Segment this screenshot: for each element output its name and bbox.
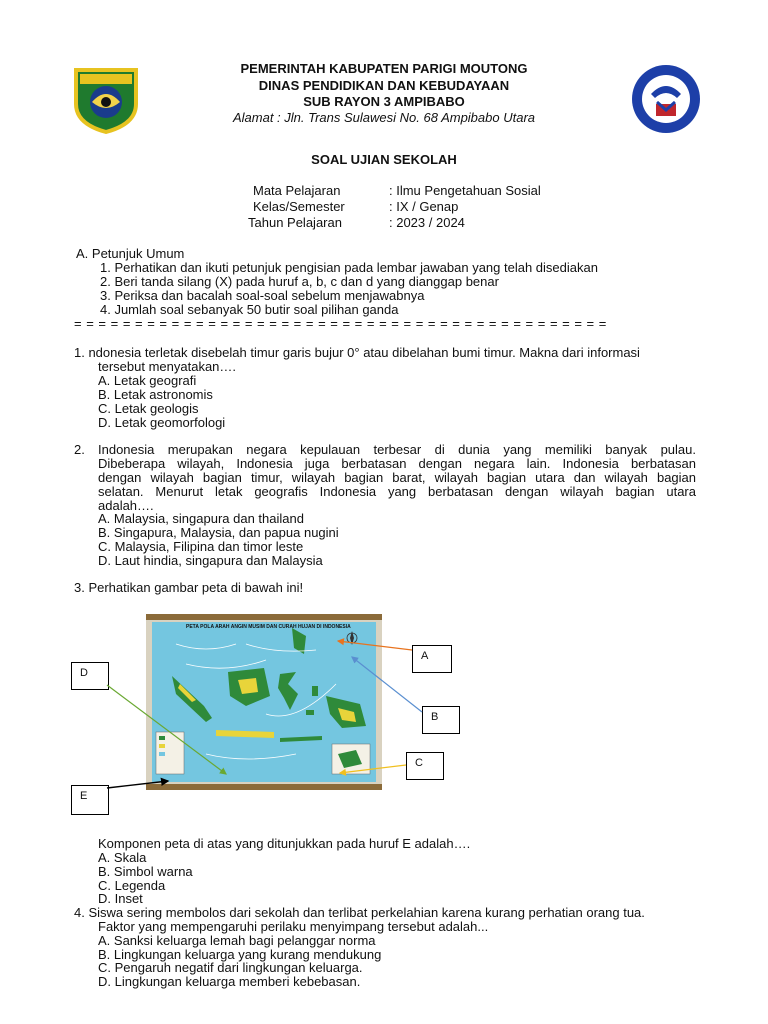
q1-option-d[interactable]: D. Letak geomorfologi	[98, 415, 226, 430]
q2-option-b[interactable]: B. Singapura, Malaysia, dan papua nugini	[98, 525, 339, 540]
q3-option-d[interactable]: D. Inset	[98, 891, 143, 906]
q2-text: adalah….	[98, 498, 154, 513]
info-label-subject: Mata Pelajaran	[253, 183, 341, 198]
q3-option-a[interactable]: A. Skala	[98, 850, 147, 865]
q2-text: Indonesia merupakan negara kepulauan terbesar di dunia yang memiliki banyak pulau.	[98, 442, 696, 457]
info-value-year: : 2023 / 2024	[389, 215, 465, 230]
q2-text: dengan wilayah bagian timur, wilayah bagian barat, wilayah bagian utara dan wilayah bagian	[98, 470, 696, 485]
q4-text: 4. Siswa sering membolos dari sekolah dan terlibat perkelahian karena kurang perhatian orang tua.	[74, 905, 645, 920]
info-value-subject: : Ilmu Pengetahuan Sosial	[389, 183, 541, 198]
q4-option-b[interactable]: B. Lingkungan keluarga yang kurang mendukung	[98, 947, 382, 962]
q2-text: selatan. Menurut letak geografis Indonesia yang berbatasan dengan wilayah bagian utara	[98, 484, 696, 499]
q2-option-c[interactable]: C. Malaysia, Filipina dan timor leste	[98, 539, 304, 554]
label-box-a: A	[412, 645, 452, 673]
header-department: DINAS PENDIDIKAN DAN KEBUDAYAAN	[258, 78, 510, 93]
q3-option-c[interactable]: C. Legenda	[98, 878, 166, 893]
instruction-item: 2. Beri tanda silang (X) pada huruf a, b, c dan d yang dianggap benar	[100, 274, 499, 289]
q4-option-c[interactable]: C. Pengaruh negatif dari lingkungan keluarga.	[98, 960, 363, 975]
q2-option-d[interactable]: D. Laut hindia, singapura dan Malaysia	[98, 553, 323, 568]
label-box-e: E	[71, 785, 109, 815]
header-address: Alamat : Jln. Trans Sulawesi No. 68 Ampibabo Utara	[232, 110, 536, 125]
q1-option-b[interactable]: B. Letak astronomis	[98, 387, 213, 402]
header-subrayon: SUB RAYON 3 AMPIBABO	[303, 94, 465, 109]
instruction-item: 4. Jumlah soal sebanyak 50 butir soal pilihan ganda	[100, 302, 399, 317]
q4-option-a[interactable]: A. Sanksi keluarga lemah bagi pelanggar norma	[98, 933, 376, 948]
map-title: PETA POLA ARAH ANGIN MUSIM DAN CURAH HUJAN DI INDONESIA	[186, 624, 351, 630]
q3-option-b[interactable]: B. Simbol warna	[98, 864, 193, 879]
info-value-class: : IX / Genap	[389, 199, 459, 214]
q3-question: Komponen peta di atas yang ditunjukkan pada huruf E adalah….	[98, 836, 471, 851]
label-box-b: B	[422, 706, 460, 734]
instructions-heading: A. Petunjuk Umum	[76, 246, 185, 261]
instruction-item: 3. Periksa dan bacalah soal-soal sebelum menjawabnya	[100, 288, 425, 303]
q4-text-cont: Faktor yang mempengaruhi perilaku menyimpang tersebut adalah...	[98, 919, 489, 934]
label-box-c: C	[406, 752, 444, 780]
instruction-item: 1. Perhatikan dan ikuti petunjuk pengisian pada lembar jawaban yang telah disediakan	[100, 260, 598, 275]
q2-option-a[interactable]: A. Malaysia, singapura dan thailand	[98, 511, 304, 526]
q2-text: Dibeberapa wilayah, Indonesia juga berbatasan dengan negara lain. Indonesia berbatasan	[98, 456, 696, 471]
q3-text: 3. Perhatikan gambar peta di bawah ini!	[74, 580, 304, 595]
info-label-year: Tahun Pelajaran	[248, 215, 342, 230]
info-label-class: Kelas/Semester	[253, 199, 345, 214]
exam-title: SOAL UJIAN SEKOLAH	[311, 152, 457, 167]
header-government: PEMERINTAH KABUPATEN PARIGI MOUTONG	[240, 61, 528, 76]
q1-option-c[interactable]: C. Letak geologis	[98, 401, 199, 416]
q1-text-cont: tersebut menyatakan….	[98, 359, 237, 374]
q1-text: 1. ndonesia terletak disebelah timur garis bujur 0° atau dibelahan bumi timur. Makna dari informasi	[74, 345, 640, 360]
q2-number: 2.	[74, 442, 85, 457]
separator-line: = = = = = = = = = = = = = = = = = = = = = = = = = = = = = = = = = = = = = = = = = = = =	[74, 316, 607, 331]
label-box-d: D	[71, 662, 109, 690]
q4-option-d[interactable]: D. Lingkungan keluarga memberi kebebasan.	[98, 974, 361, 989]
q1-option-a[interactable]: A. Letak geografi	[98, 373, 197, 388]
